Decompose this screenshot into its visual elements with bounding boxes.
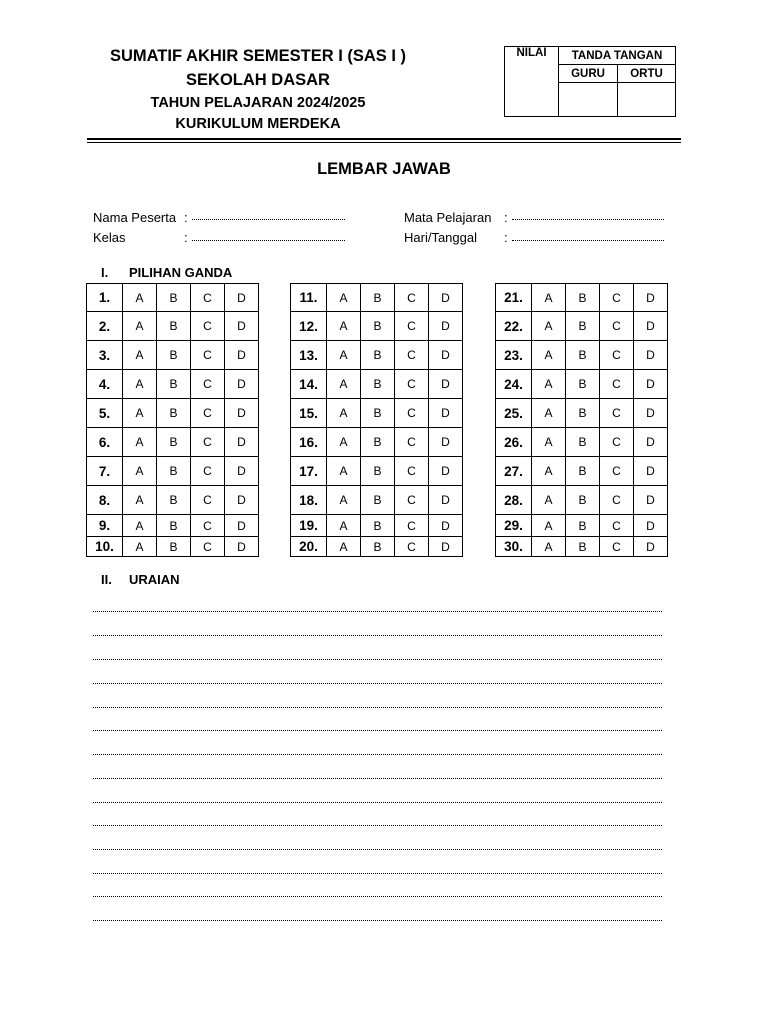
answer-option-b[interactable]: B (361, 312, 395, 341)
answer-option-b[interactable]: B (361, 428, 395, 457)
essay-answer-line[interactable] (93, 683, 662, 684)
answer-option-c[interactable]: C (600, 428, 634, 457)
answer-option-d[interactable]: D (634, 486, 668, 515)
section-title: PILIHAN GANDA (129, 265, 233, 280)
answer-option-a[interactable]: A (123, 370, 157, 399)
answer-option-c[interactable]: C (395, 341, 429, 370)
answer-option-d[interactable]: D (429, 370, 463, 399)
question-number: 12. (291, 312, 327, 341)
answer-option-b[interactable]: B (361, 341, 395, 370)
answer-option-c[interactable]: C (395, 537, 429, 557)
answer-option-d[interactable]: D (634, 399, 668, 428)
answer-option-b[interactable]: B (157, 399, 191, 428)
answer-option-c[interactable]: C (600, 457, 634, 486)
answer-option-a[interactable]: A (327, 399, 361, 428)
answer-option-c[interactable]: C (600, 312, 634, 341)
answer-option-a[interactable]: A (532, 537, 566, 557)
question-row (87, 486, 259, 515)
question-number: 27. (496, 457, 532, 486)
exam-title: SUMATIF AKHIR SEMESTER I (SAS I ) (109, 47, 407, 65)
question-number: 28. (496, 486, 532, 515)
question-row (496, 537, 668, 557)
answer-option-a[interactable]: A (123, 537, 157, 557)
question-row (87, 428, 259, 457)
question-row (496, 312, 668, 341)
answer-option-c[interactable]: C (395, 457, 429, 486)
essay-answer-line[interactable] (93, 611, 662, 612)
question-number: 15. (291, 399, 327, 428)
ortu-signature-cell[interactable] (618, 83, 676, 117)
essay-answer-line[interactable] (93, 873, 662, 874)
answer-option-d[interactable]: D (429, 341, 463, 370)
question-row (87, 284, 259, 312)
answer-option-c[interactable]: C (600, 537, 634, 557)
answer-option-d[interactable]: D (429, 399, 463, 428)
essay-answer-line[interactable] (93, 754, 662, 755)
guru-label: GURU (559, 65, 618, 83)
answer-option-d[interactable]: D (429, 515, 463, 537)
answer-option-c[interactable]: C (191, 341, 225, 370)
question-row (496, 486, 668, 515)
nilai-label: NILAI (516, 47, 547, 59)
essay-answer-line[interactable] (93, 659, 662, 660)
section-title: URAIAN (129, 572, 180, 587)
essay-answer-line[interactable] (93, 802, 662, 803)
answer-option-a[interactable]: A (532, 399, 566, 428)
question-number: 16. (291, 428, 327, 457)
mata-pelajaran-label: Mata Pelajaran (404, 210, 492, 225)
answer-option-c[interactable]: C (600, 515, 634, 537)
answer-option-d[interactable]: D (225, 457, 259, 486)
answer-option-b[interactable]: B (566, 457, 600, 486)
question-number: 26. (496, 428, 532, 457)
answer-option-c[interactable]: C (395, 486, 429, 515)
question-row (291, 428, 463, 457)
kelas-colon: : (184, 230, 188, 245)
section-number: II. (101, 572, 112, 587)
question-row (291, 399, 463, 428)
question-row (496, 428, 668, 457)
question-number: 21. (496, 284, 532, 312)
answer-option-a[interactable]: A (327, 537, 361, 557)
question-number: 5. (87, 399, 123, 428)
answer-option-c[interactable]: C (600, 486, 634, 515)
answer-option-d[interactable]: D (429, 312, 463, 341)
answer-option-d[interactable]: D (634, 515, 668, 537)
question-number: 22. (496, 312, 532, 341)
answer-option-c[interactable]: C (600, 341, 634, 370)
answer-option-d[interactable]: D (225, 428, 259, 457)
question-number: 25. (496, 399, 532, 428)
question-row (496, 515, 668, 537)
question-number: 3. (87, 341, 123, 370)
question-row (291, 486, 463, 515)
question-row (87, 537, 259, 557)
question-row (87, 370, 259, 399)
answer-option-b[interactable]: B (566, 428, 600, 457)
question-number: 11. (291, 284, 327, 312)
answer-option-a[interactable]: A (123, 341, 157, 370)
answer-option-b[interactable]: B (157, 486, 191, 515)
answer-option-a[interactable]: A (532, 428, 566, 457)
question-number: 2. (87, 312, 123, 341)
answer-option-b[interactable]: B (566, 312, 600, 341)
answer-option-b[interactable]: B (157, 341, 191, 370)
answer-option-b[interactable]: B (361, 537, 395, 557)
nama-peserta-field[interactable] (192, 219, 345, 220)
answer-option-a[interactable]: A (123, 399, 157, 428)
answer-option-b[interactable]: B (361, 284, 395, 312)
hari-tanggal-label: Hari/Tanggal (404, 230, 477, 245)
question-row (291, 370, 463, 399)
question-row (496, 370, 668, 399)
mata-pelajaran-colon: : (504, 210, 508, 225)
answer-option-a[interactable]: A (327, 312, 361, 341)
answer-option-d[interactable]: D (634, 312, 668, 341)
answer-option-a[interactable]: A (123, 486, 157, 515)
answer-option-d[interactable]: D (634, 457, 668, 486)
academic-year: TAHUN PELAJARAN 2024/2025 (150, 95, 366, 111)
answer-option-a[interactable]: A (532, 284, 566, 312)
question-number: 7. (87, 457, 123, 486)
answer-option-b[interactable]: B (157, 515, 191, 537)
answer-option-c[interactable]: C (600, 370, 634, 399)
question-number: 19. (291, 515, 327, 537)
answer-option-d[interactable]: D (429, 486, 463, 515)
page-title: LEMBAR JAWAB (317, 160, 451, 178)
answer-option-a[interactable]: A (327, 486, 361, 515)
answer-option-b[interactable]: B (566, 486, 600, 515)
question-number: 23. (496, 341, 532, 370)
answer-option-c[interactable]: C (191, 284, 225, 312)
answer-option-d[interactable]: D (429, 284, 463, 312)
answer-option-d[interactable]: D (225, 312, 259, 341)
section-uraian-heading (101, 572, 180, 587)
question-row (496, 341, 668, 370)
answer-option-a[interactable]: A (327, 370, 361, 399)
essay-answer-line[interactable] (93, 778, 662, 779)
answer-option-b[interactable]: B (361, 370, 395, 399)
answer-option-d[interactable]: D (634, 370, 668, 399)
question-row (291, 312, 463, 341)
nama-peserta-label: Nama Peserta (93, 210, 177, 225)
header-divider-thin (87, 142, 681, 143)
answer-option-a[interactable]: A (123, 284, 157, 312)
answer-option-d[interactable]: D (429, 457, 463, 486)
ortu-label: ORTU (618, 65, 676, 83)
answer-option-c[interactable]: C (600, 284, 634, 312)
essay-answer-line[interactable] (93, 707, 662, 708)
question-number: 8. (87, 486, 123, 515)
question-number: 14. (291, 370, 327, 399)
question-number: 9. (87, 515, 123, 537)
question-number: 17. (291, 457, 327, 486)
question-row (291, 537, 463, 557)
answer-option-a[interactable]: A (327, 515, 361, 537)
tanda-tangan-header: TANDA TANGAN (559, 47, 676, 65)
answer-option-b[interactable]: B (566, 537, 600, 557)
answer-option-d[interactable]: D (634, 537, 668, 557)
question-row (291, 515, 463, 537)
nama-peserta-colon: : (184, 210, 188, 225)
answer-option-a[interactable]: A (123, 515, 157, 537)
answer-option-c[interactable]: C (395, 370, 429, 399)
essay-answer-line[interactable] (93, 920, 662, 921)
answer-option-c[interactable]: C (191, 399, 225, 428)
question-number: 20. (291, 537, 327, 557)
question-row (87, 312, 259, 341)
answer-option-c[interactable]: C (395, 399, 429, 428)
answer-option-d[interactable]: D (429, 428, 463, 457)
question-number: 18. (291, 486, 327, 515)
answer-option-a[interactable]: A (123, 457, 157, 486)
answer-option-c[interactable]: C (191, 428, 225, 457)
question-number: 10. (87, 537, 123, 557)
answer-option-b[interactable]: B (157, 312, 191, 341)
answer-option-d[interactable]: D (225, 284, 259, 312)
question-row (291, 284, 463, 312)
answer-option-b[interactable]: B (157, 428, 191, 457)
answer-option-c[interactable]: C (191, 370, 225, 399)
answer-option-d[interactable]: D (429, 537, 463, 557)
answer-option-a[interactable]: A (123, 428, 157, 457)
answer-option-c[interactable]: C (191, 486, 225, 515)
question-row (291, 341, 463, 370)
answer-option-a[interactable]: A (532, 312, 566, 341)
answer-grid-11-20 (290, 283, 463, 557)
answer-option-d[interactable]: D (225, 537, 259, 557)
answer-option-b[interactable]: B (566, 370, 600, 399)
header-divider-thick (87, 138, 681, 140)
answer-option-a[interactable]: A (532, 457, 566, 486)
mata-pelajaran-field[interactable] (512, 219, 664, 220)
question-number: 29. (496, 515, 532, 537)
answer-option-d[interactable]: D (225, 399, 259, 428)
section-pilihan-ganda-heading (101, 265, 232, 280)
answer-grid-1-10 (86, 283, 259, 557)
curriculum: KURIKULUM MERDEKA (175, 116, 341, 132)
guru-signature-cell[interactable] (559, 83, 618, 117)
answer-option-b[interactable]: B (157, 457, 191, 486)
answer-option-c[interactable]: C (191, 457, 225, 486)
answer-option-b[interactable]: B (566, 284, 600, 312)
answer-option-c[interactable]: C (395, 428, 429, 457)
question-row (291, 457, 463, 486)
answer-option-b[interactable]: B (361, 515, 395, 537)
answer-grid-21-30 (495, 283, 668, 557)
answer-option-c[interactable]: C (191, 312, 225, 341)
answer-option-b[interactable]: B (566, 399, 600, 428)
answer-option-b[interactable]: B (157, 370, 191, 399)
answer-option-d[interactable]: D (634, 341, 668, 370)
answer-option-b[interactable]: B (157, 284, 191, 312)
essay-answer-line[interactable] (93, 635, 662, 636)
question-row (496, 399, 668, 428)
question-row (87, 399, 259, 428)
answer-option-b[interactable]: B (361, 486, 395, 515)
answer-option-a[interactable]: A (123, 312, 157, 341)
answer-option-c[interactable]: C (395, 312, 429, 341)
answer-option-a[interactable]: A (327, 284, 361, 312)
question-number: 24. (496, 370, 532, 399)
question-number: 6. (87, 428, 123, 457)
answer-option-a[interactable]: A (327, 428, 361, 457)
answer-option-d[interactable]: D (225, 515, 259, 537)
grade-signature-box (504, 46, 676, 117)
answer-option-c[interactable]: C (600, 399, 634, 428)
answer-option-d[interactable]: D (225, 341, 259, 370)
answer-option-d[interactable]: D (634, 284, 668, 312)
answer-option-b[interactable]: B (361, 399, 395, 428)
question-row (87, 515, 259, 537)
answer-option-a[interactable]: A (532, 486, 566, 515)
question-number: 13. (291, 341, 327, 370)
answer-option-c[interactable]: C (191, 515, 225, 537)
answer-option-b[interactable]: B (566, 341, 600, 370)
answer-option-c[interactable]: C (395, 284, 429, 312)
essay-answer-line[interactable] (93, 896, 662, 897)
hari-tanggal-field[interactable] (512, 240, 664, 241)
answer-option-b[interactable]: B (157, 537, 191, 557)
question-number: 30. (496, 537, 532, 557)
answer-option-c[interactable]: C (191, 537, 225, 557)
hari-tanggal-colon: : (504, 230, 508, 245)
essay-answer-line[interactable] (93, 825, 662, 826)
question-row (496, 284, 668, 312)
essay-answer-line[interactable] (93, 730, 662, 731)
school-level: SEKOLAH DASAR (186, 71, 330, 89)
kelas-field[interactable] (192, 240, 345, 241)
question-row (496, 457, 668, 486)
answer-option-a[interactable]: A (327, 341, 361, 370)
question-row (87, 341, 259, 370)
nilai-cell[interactable] (505, 47, 559, 117)
answer-option-a[interactable]: A (532, 341, 566, 370)
section-number: I. (101, 265, 109, 280)
answer-option-b[interactable]: B (361, 457, 395, 486)
question-row (87, 457, 259, 486)
kelas-label: Kelas (93, 230, 126, 245)
answer-option-a[interactable]: A (327, 457, 361, 486)
question-number: 1. (87, 284, 123, 312)
answer-option-d[interactable]: D (225, 486, 259, 515)
essay-answer-line[interactable] (93, 849, 662, 850)
answer-option-a[interactable]: A (532, 515, 566, 537)
question-number: 4. (87, 370, 123, 399)
answer-option-a[interactable]: A (532, 370, 566, 399)
answer-option-d[interactable]: D (225, 370, 259, 399)
answer-option-c[interactable]: C (395, 515, 429, 537)
answer-option-d[interactable]: D (634, 428, 668, 457)
answer-option-b[interactable]: B (566, 515, 600, 537)
